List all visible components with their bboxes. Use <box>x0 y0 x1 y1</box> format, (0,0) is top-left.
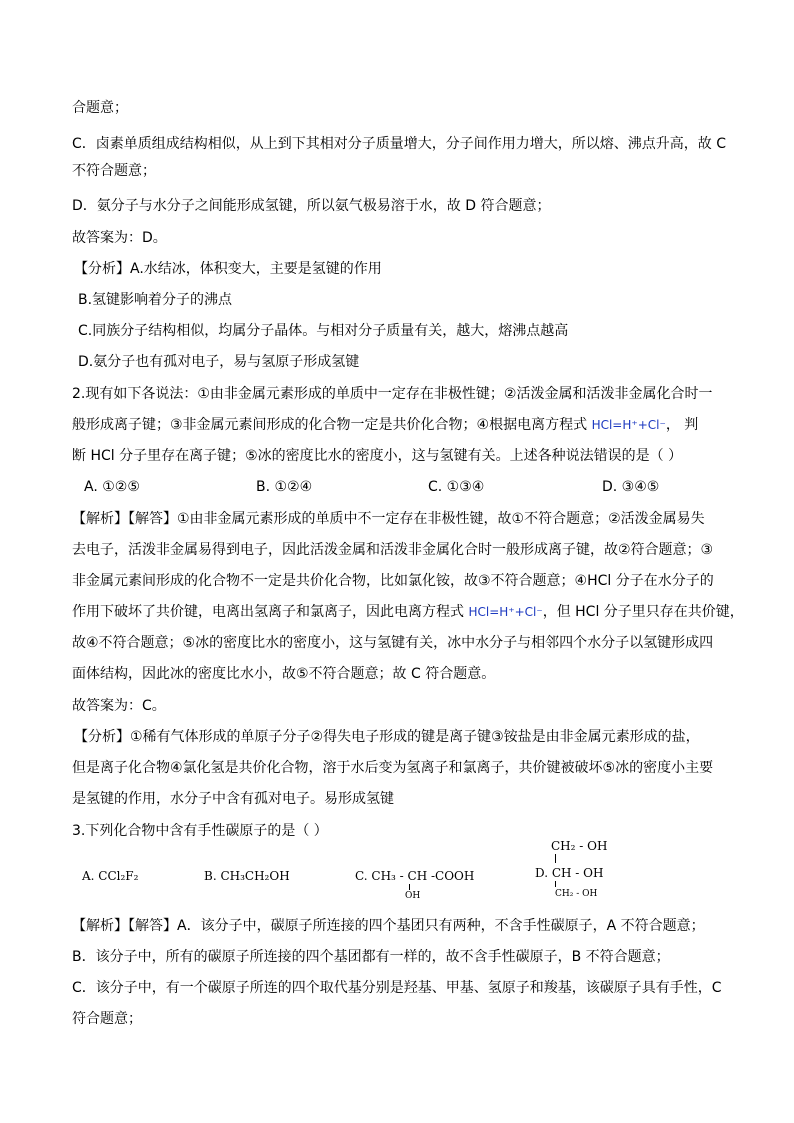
question-3-stem: 3.下列化合物中含有手性碳原子的是（ ） <box>72 823 328 839</box>
option-a[interactable]: A. ①②⑤ <box>84 479 140 495</box>
question-2-stem: 断 HCl 分子里存在离子键；⑤冰的密度比水的密度小，这与氢键有关。上述各种说法错误的是（ ） <box>72 448 683 464</box>
stem-text: 般形成离子键；③非金属元素间形成的化合物一定是共价化合物；④根据电离方程式 <box>72 417 592 433</box>
analysis-line: 但是离子化合物④氯化氢是共价化合物，溶于水后变为氢离子和氯离子，共价键被破坏⑤冰的密度小主要 <box>72 760 714 776</box>
analysis-text: A.水结冰，体积变大，主要是氢键的作用 <box>130 261 382 277</box>
solution-tag: 【解析】【解答】 <box>72 511 177 527</box>
analysis-text: ①稀有气体形成的单原子分子②得失电子形成的键是离子键③铵盐是由非金属元素形成的盐， <box>130 729 700 745</box>
option-a[interactable]: A. CCl₂F₂ <box>82 869 139 883</box>
option-d[interactable] <box>535 836 655 910</box>
solution-tag: 【解析】【解答】 <box>72 918 177 934</box>
analysis-tag: 【分析】 <box>74 729 130 745</box>
solution-line <box>72 509 705 529</box>
solution-text: 作用下破坏了共价键，电离出氢离子和氯离子，因此电离方程式 <box>72 604 469 620</box>
options-row <box>72 477 732 499</box>
text-line: 故答案为：D。 <box>72 230 167 246</box>
option-b[interactable]: B. CH₃CH₂OH <box>204 869 290 883</box>
analysis-line <box>74 727 700 747</box>
analysis-line: 是氢键的作用，水分子中含有孤对电子。易形成氢键 <box>72 791 394 807</box>
final-answer: 故答案为：C。 <box>72 698 166 714</box>
solution-text: ①由非金属元素形成的单质中不一定存在非极性键，故①不符合题意；②活泼金属易失 <box>177 511 705 527</box>
text-line: D．氨分子与水分子之间能形成氢键，所以氨气极易溶于水，故 D 符合题意； <box>72 198 551 214</box>
option-d-bottom: CH₂ - OH <box>555 889 598 899</box>
question-2-stem <box>72 415 698 435</box>
solution-line: B．该分子中，所有的碳原子所连接的四个基团都有一样的，故不含手性碳原子，B 不符合题意； <box>72 949 670 965</box>
analysis-tag: 【分析】 <box>74 261 130 277</box>
bond-line <box>555 854 556 863</box>
solution-line: 故④不符合题意；⑤冰的密度比水的密度小，这与氢键有关，冰中水分子与相邻四个水分子以氢键形成四 <box>72 635 714 651</box>
text-line: 合题意； <box>72 100 128 116</box>
option-c[interactable] <box>355 846 505 910</box>
option-d[interactable]: D. ③④⑤ <box>602 479 660 495</box>
solution-line: 符合题意； <box>72 1011 142 1027</box>
solution-text: A．该分子中，碳原子所连接的四个基团只有两种，不含手性碳原子，A 不符合题意； <box>177 918 705 934</box>
equation: HCl=H⁺+Cl⁻ <box>591 418 666 432</box>
solution-line <box>72 916 705 936</box>
solution-line <box>72 602 744 622</box>
solution-text: ，但 HCl 分子里只存在共价键， <box>542 604 744 620</box>
solution-line: 去电子，活泼非金属易得到电子，因此活泼金属和活泼非金属化合时一般形成离子键，故②符合题意；③ <box>72 542 714 558</box>
question-2-stem: 2.现有如下各说法：①由非金属元素形成的单质中一定存在非极性键；②活泼金属和活泼非金属化合时一 <box>72 386 713 402</box>
option-c-branch: OH <box>405 891 421 901</box>
text-line: 不符合题意； <box>72 163 156 179</box>
solution-line: 非金属元素间形成的化合物不一定是共价化合物，比如氯化铵，故③不符合题意；④HCl 分子在水分子的 <box>72 573 714 589</box>
option-d-formula: D. CH - OH <box>535 866 604 880</box>
option-b[interactable]: B. ①②④ <box>256 479 313 495</box>
text-line: D.氨分子也有孤对电子，易与氢原子形成氢键 <box>78 354 360 370</box>
bond-line <box>409 884 410 890</box>
solution-line: 面体结构，因此冰的密度比水小，故⑤不符合题意；故 C 符合题意。 <box>72 666 496 682</box>
option-d-top: CH₂ - OH <box>551 839 608 853</box>
text-line: C.同族分子结构相似，均属分子晶体。与相对分子质量有关，越大，熔沸点越高 <box>78 323 569 339</box>
solution-line: C．该分子中，有一个碳原子所连的四个取代基分别是羟基、甲基、氢原子和羧基，该碳原子具有手性，C <box>72 980 722 996</box>
option-c[interactable]: C. ①③④ <box>428 479 485 495</box>
options-row <box>72 839 732 910</box>
analysis-line <box>74 259 382 279</box>
equation: HCl=H⁺+Cl⁻ <box>468 605 543 619</box>
text-line: B.氢键影响着分子的沸点 <box>78 292 233 308</box>
text-line: C．卤素单质组成结构相似，从上到下其相对分子质量增大，分子间作用力增大，所以熔、沸点升高，故 C <box>72 136 726 152</box>
stem-text: ， 判 <box>665 417 699 433</box>
option-c-formula: C. CH₃ - CH -COOH <box>355 869 475 883</box>
